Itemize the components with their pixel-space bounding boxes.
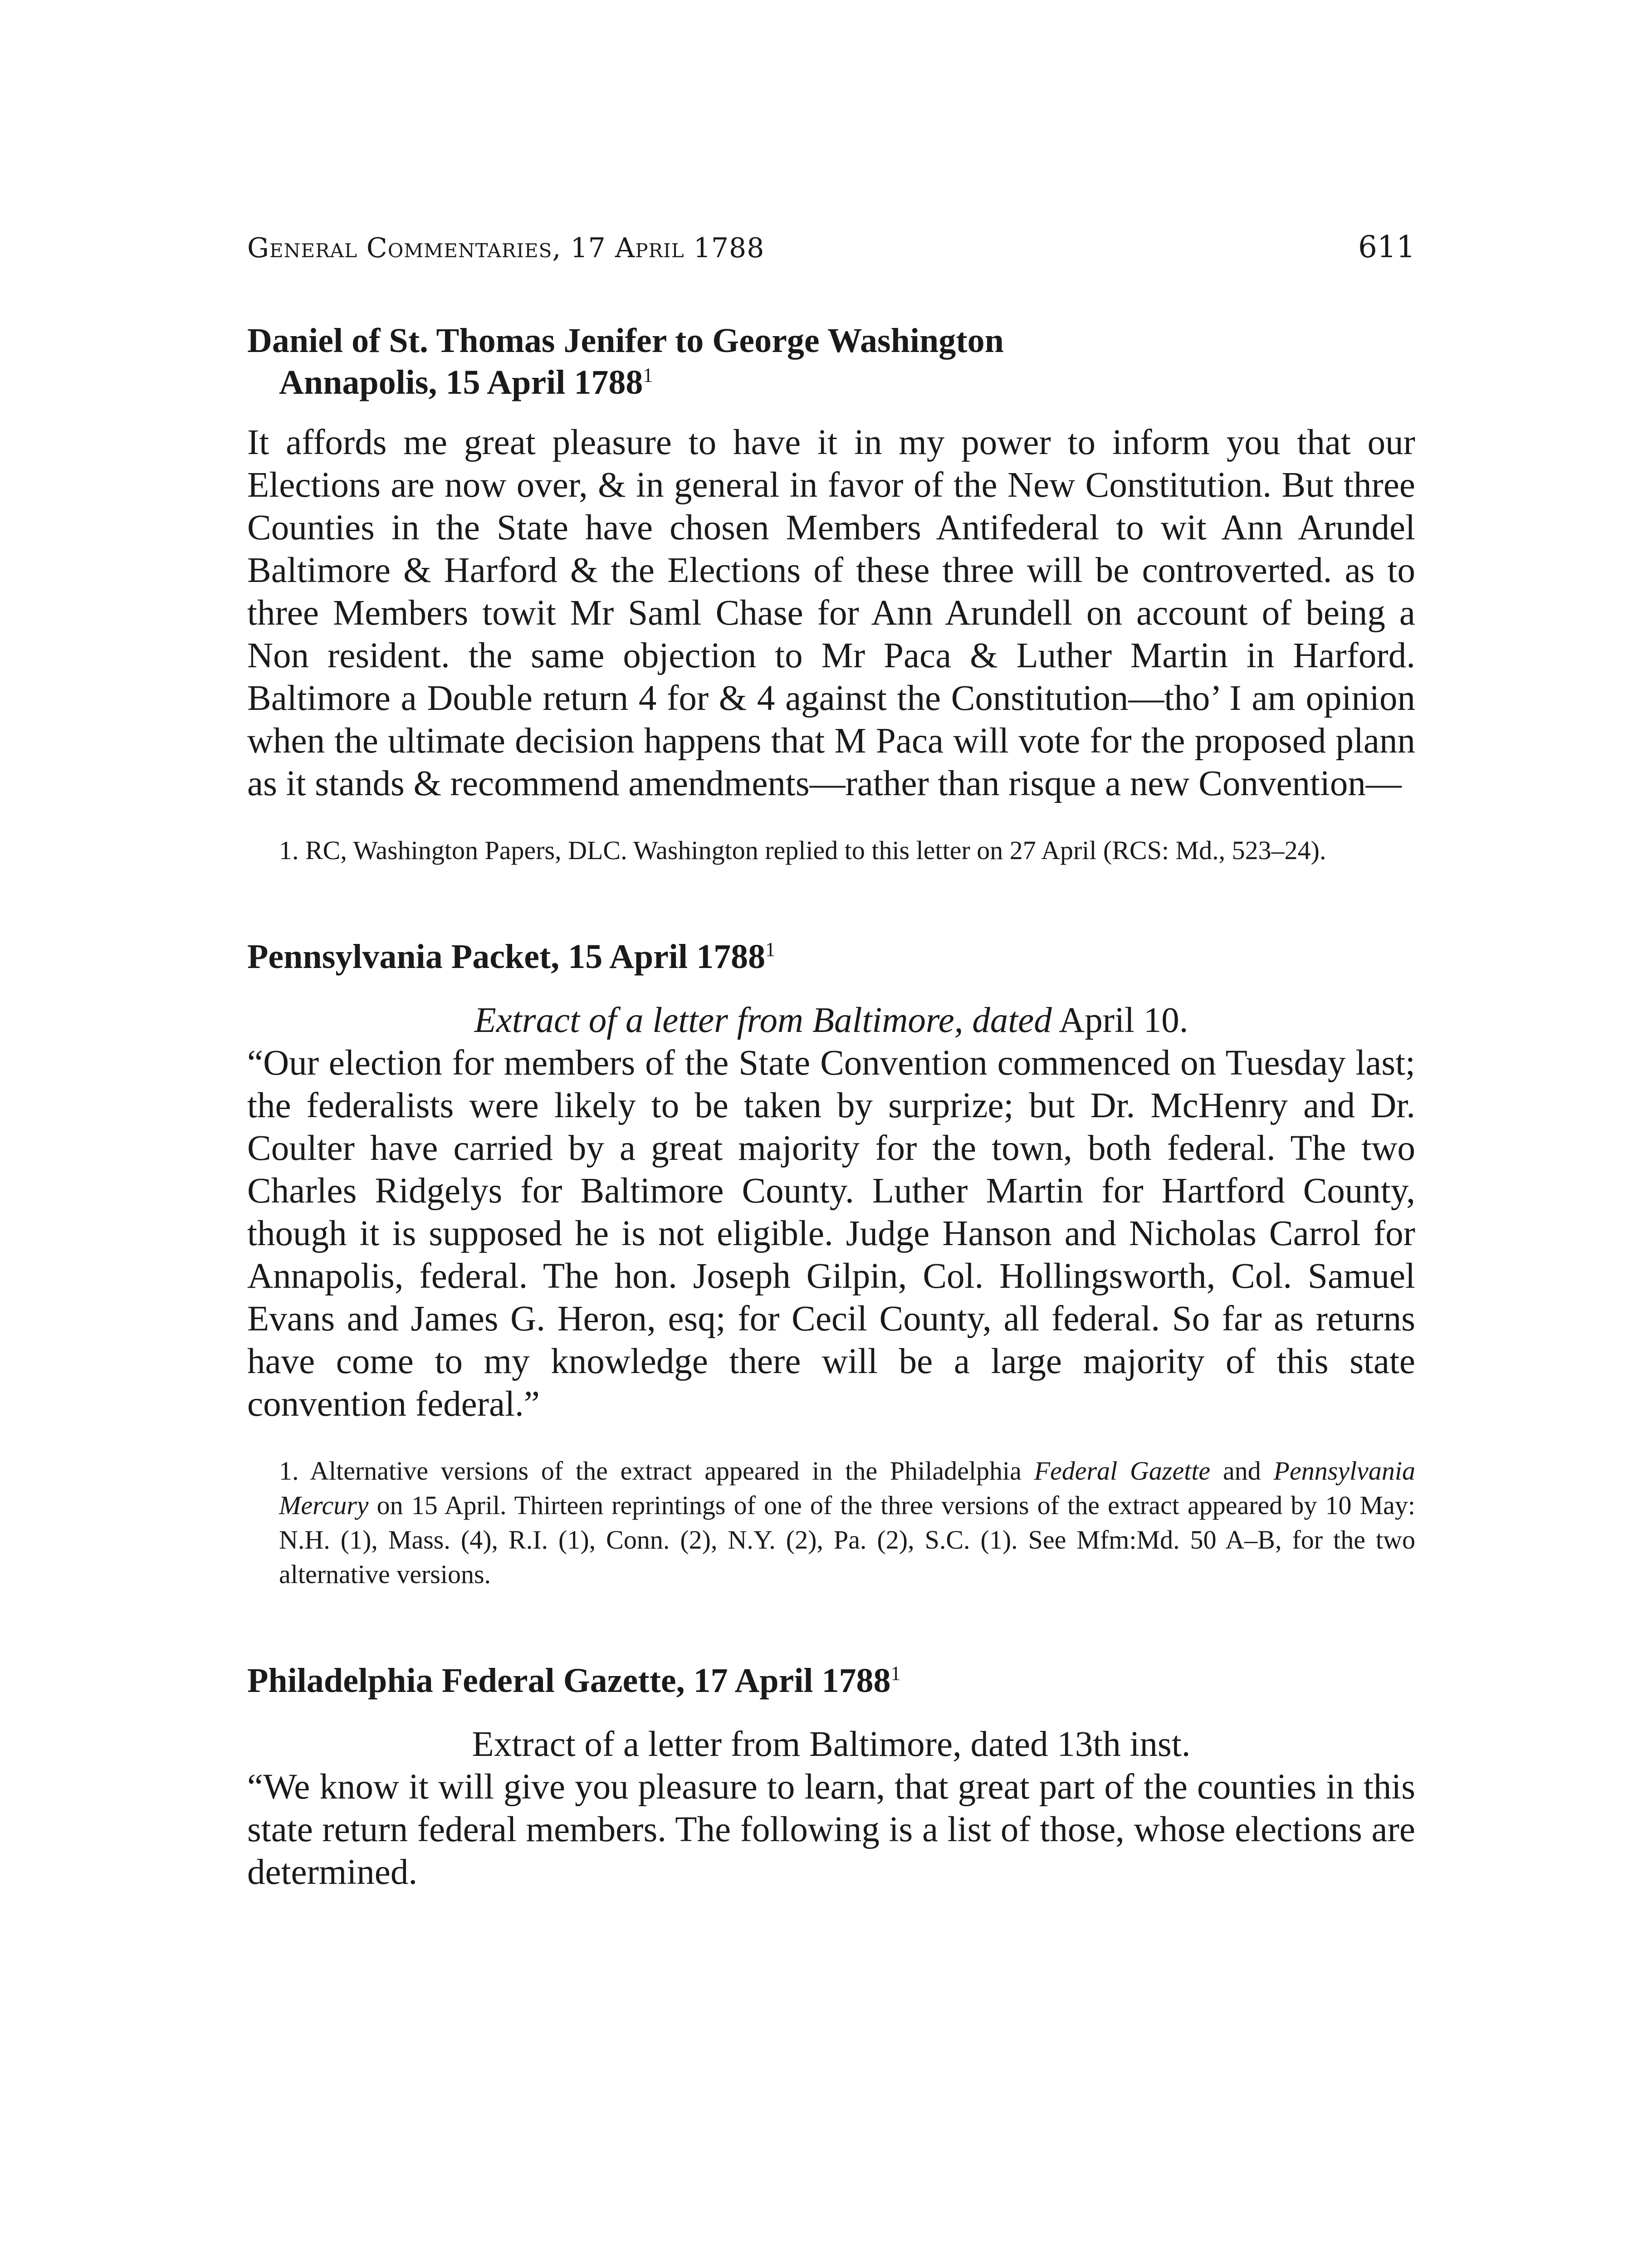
body-paragraph: “Our election for members of the State Convention commenced on Tuesday last; the federalists were likely to be taken by surprize; but Dr. McHenry and Dr. Coulter have carried by a great majority for the town, both federal. The two Charles Ridgelys for Baltimore County. Luther Martin for Hartford County, though it is supposed he is not eligible. Judge Hanson and Nicholas Carrol for Annapolis, federal. The hon. Joseph Gilpin, Col. Hollingsworth, Col. Samuel Evans and James G. Heron, esq; for Cecil County, all federal. So far as returns have come to my knowledge there will be a large majority of this state convention federal.” [247, 1043, 1415, 1424]
body-paragraph: It affords me great pleasure to have it in my power to inform you that our Elections are now over, & in general in favor of the New Constitution. But three Counties in the State have chosen Members Antifederal to wit Ann Arundel Baltimore & Harford & the Elections of these three will be controverted. as to three Members towit Mr Saml Chase for Ann Arundell on account of being a Non resident. the same objection to Mr Paca & Luther Martin in Harford. Baltimore a Double return 4 for & 4 against the Constitution—tho’ I am opinion when the ultimate decision happens that M Paca will vote for the proposed plann as it stands & recommend amendments—rather than risque a new Convention— [247, 423, 1415, 803]
footnote-reference[interactable]: 1 [890, 1662, 901, 1685]
extract-caption-date: April 10. [1059, 1001, 1188, 1040]
footnote-italic: Federal Gazette [1034, 1456, 1211, 1486]
footnote-reference[interactable]: 1 [643, 364, 653, 386]
footnote-italic: Pennsylvania Mercury [279, 1456, 1415, 1520]
footnote-reference[interactable]: 1 [765, 938, 776, 961]
footnote [247, 1454, 1415, 1592]
footnote-text: 1. Alternative versions of the extract appeared in the Philadelphia [279, 1456, 1022, 1486]
document-page [247, 229, 1415, 1962]
body-paragraph: “We know it will give you pleasure to learn, that great part of the counties in this state return federal members. The following is a list of those, whose elections are determined. [247, 1767, 1415, 1892]
heading-dateline: Annapolis, 15 April 1788 [279, 363, 643, 401]
running-head-title: General Commentaries, 17 April 1788 [247, 232, 765, 264]
document-body [247, 1766, 1415, 1894]
extract-caption [247, 999, 1415, 1042]
extract-caption-italic: Extract of a letter from Baltimore, dated [474, 1001, 1052, 1040]
heading-text: Pennsylvania Packet, 15 April 1788 [247, 938, 766, 976]
page-number: 611 [1358, 230, 1415, 264]
document-body [247, 421, 1415, 805]
running-head [247, 229, 1415, 266]
document-body [247, 1042, 1415, 1426]
heading-line-2 [247, 362, 1415, 403]
footnote-text: on 15 April. Thirteen reprintings of one of the three versions of the extract appeared by 10 May: N.H. (1), Mass. (4), R.I. (1), Conn. (2), N.Y. (2), Pa. (2), S.C. (1). See Mfm:Md. 50 A–B, for the two alternative versions. [279, 1491, 1416, 1589]
heading-line-1: Daniel of St. Thomas Jenifer to George Washington [247, 322, 1004, 360]
heading-text: Philadelphia Federal Gazette, 17 April 1788 [247, 1662, 891, 1700]
heading-line [247, 1660, 1415, 1701]
extract-caption: Extract of a letter from Baltimore, dated 13th inst. [472, 1725, 1191, 1764]
document-heading [247, 936, 1415, 978]
document-pennsylvania-packet [247, 936, 1415, 1592]
document-heading [247, 320, 1415, 403]
heading-line [247, 936, 1415, 978]
document-jenifer-letter [247, 320, 1415, 868]
document-federal-gazette [247, 1660, 1415, 1894]
document-heading [247, 1660, 1415, 1701]
footnote-text: and [1222, 1456, 1261, 1486]
footnote: 1. RC, Washington Papers, DLC. Washington replied to this letter on 27 April (RCS: Md., 523–24). [279, 836, 1326, 865]
